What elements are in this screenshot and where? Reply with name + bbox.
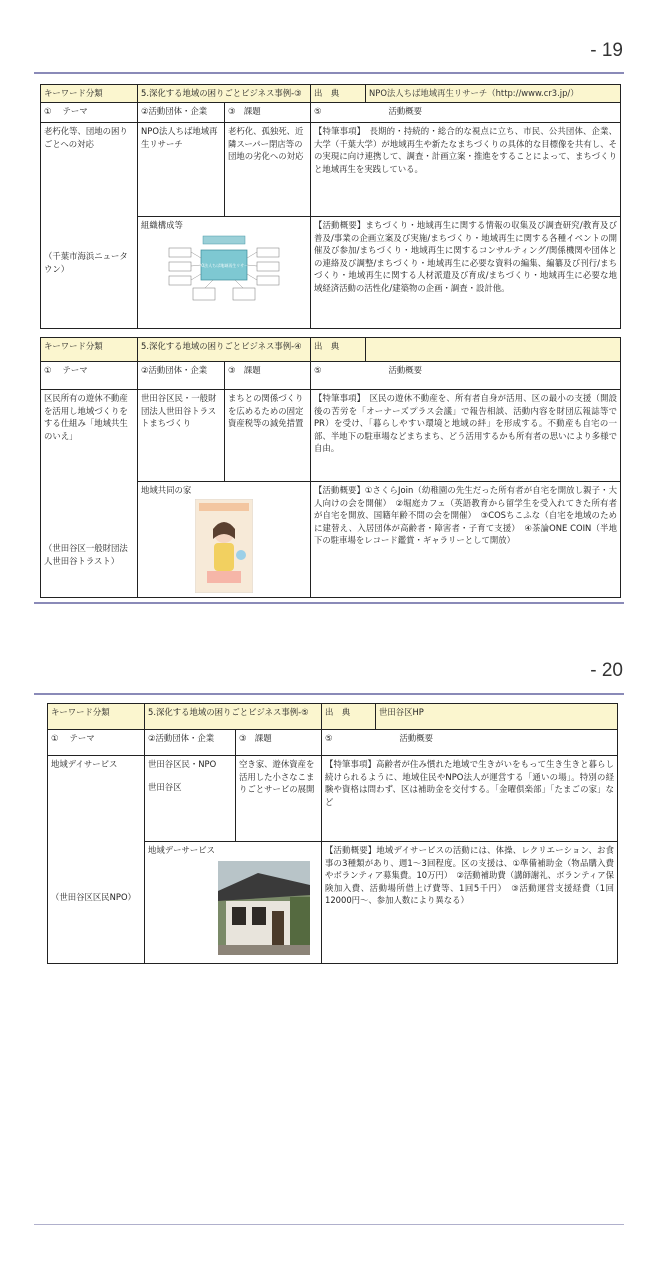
overview-cell: 【活動概要】まちづくり・地域再生に関する情報の収集及び調査研究/教育及び普及/事業の企画立案及び実施/まちづくり・地域再生に関する各種イベントの開催及び参加/まちづくり・地域再生に関するコンサルティング/関係機関や団体との連絡及び調整/まちづくり・地域再生に必要な資料の編集、編纂及び刊行/まちづくり・地域再生に関する人材派遣及び育成/まちづくり・地域再生に必要な地域経済活動の活性化/建築物の企画・調査・設計他。 [311, 217, 621, 329]
leaflet-illustration [195, 499, 253, 593]
diagram-center-label: NPO法人ちば地域再生リサーチ [195, 262, 253, 268]
page-number: - 20 [590, 660, 623, 681]
col-org: ②活動団体・企業 [145, 730, 236, 756]
sub-image-cell [138, 482, 311, 598]
location-note: （千葉市海浜ニュータウン） [44, 251, 128, 274]
sub-label: 地域共同の家 [141, 485, 192, 495]
col-org: ②活動団体・企業 [138, 103, 225, 123]
table-row [41, 390, 621, 482]
header-row [41, 338, 621, 362]
theme-cell [41, 123, 138, 329]
overview-cell: 【活動概要】①さくらJoin（幼稚園の先生だった所有者が自宅を開放し親子・大人向けの会を開催） ②堀庭カフェ（英語教育から留学生を受入れてきた所有者が自宅を開放、国籍年齢不問の会を開催） ③COSちこふな（自宅を地域のために建替え、入居団体が高齢者・障害者・子育て支援） ④茶論ONE COIN（半地下の駐車場をレコード鑑賞・ギャラリーとして開放） [311, 482, 621, 598]
col-theme: ① テーマ [41, 362, 138, 390]
source-value: 世田谷区HP [376, 704, 618, 730]
house-photo [218, 861, 310, 955]
issue-cell: 空き家、遊休資産を活用した小さなこまりごとサービの展開 [236, 756, 322, 842]
keyword-label: キーワード分類 [41, 85, 138, 103]
org-line-1: 世田谷区民・NPO [148, 759, 217, 769]
col-theme: ① テーマ [41, 103, 138, 123]
page-19 [0, 0, 659, 620]
col-overview: ⑤ 活動概要 [311, 103, 621, 123]
header-row [41, 85, 621, 103]
sub-image-cell [145, 842, 322, 964]
source-value [366, 338, 621, 362]
theme-text: 区民所有の遊休不動産を活用し地域づくりをする仕組み「地域共生のいえ」 [44, 393, 128, 441]
col-overview: ⑤ 活動概要 [322, 730, 618, 756]
issue-cell: まちとの関係づくりを広めるための固定資産税等の減免措置 [225, 390, 311, 482]
category-value: 5.深化する地域の困りごとビジネス事例-⑤ [145, 704, 322, 730]
keyword-label: キーワード分類 [48, 704, 145, 730]
category-value: 5.深化する地域の困りごとビジネス事例-④ [138, 338, 311, 362]
source-label: 出 典 [311, 338, 366, 362]
org-line-2: 世田谷区 [148, 781, 182, 792]
theme-cell [41, 390, 138, 598]
features-cell: 【特筆事項】高齢者が住み慣れた地域で生きがいをもって生き生きと暮らし続けられるように、地域住民やNPO法人が運営する「通いの場」。特別の経験や資格は問わず、区は補助金を交付する。「金曜倶楽部」「たまごの家」など [322, 756, 618, 842]
table-row [48, 756, 618, 842]
features-cell: 【特筆事項】 長期的・持続的・総合的な視点に立ち、市民、公共団体、企業、大学（千葉大学）が地域再生や新たなまちづくりの具体的な目標像を共有し、その実現に向け連携して、調査・計画立案・推進をすることによって、まちづくりと地域再生を実践している。 [311, 123, 621, 217]
theme-text: 地域デイサービス [51, 759, 118, 769]
source-label: 出 典 [311, 85, 366, 103]
table-row [41, 123, 621, 217]
org-cell: NPO法人ちば地域再生リサーチ [138, 123, 225, 217]
case-table-3 [40, 84, 621, 329]
location-note: （世田谷区一般財団法人世田谷トラスト） [44, 543, 128, 567]
org-cell: 世田谷区民・一般財団法人世田谷トラストまちづくり [138, 390, 225, 482]
footer-rule [34, 1224, 624, 1225]
header-rule [34, 72, 624, 74]
overview-cell: 【活動概要】地域デイサービスの活動には、体操、レクリエーション、お食事の3種類があり、週1～3回程度。区の支援は、①準備補助金（物品購入費やボランティア募集費。10万円） ②活動補助費（講師謝礼、ボランティア保険加入費、活動場所借上げ費等、1回5千円） ③活動運営支援経費（1回12000円～、参加人数により異なる） [322, 842, 618, 964]
source-link[interactable]: NPO法人ちば地域再生リサーチ（http://www.cr3.jp/） [366, 85, 621, 103]
page-number: - 19 [590, 40, 623, 61]
sub-label: 地域デーサービス [148, 845, 215, 855]
sub-image-cell [138, 217, 311, 329]
source-label: 出 典 [322, 704, 376, 730]
issue-cell: 老朽化、孤独死、近隣スーパー閉店等の団地の劣化への対応 [225, 123, 311, 217]
col-issue: ③ 課題 [225, 362, 311, 390]
org-cell [145, 756, 236, 842]
theme-text: 老朽化等、団地の困りごとへの対応 [44, 126, 128, 149]
page-20 [0, 640, 659, 1280]
location-note: （世田谷区区民NPO） [51, 891, 136, 902]
col-overview: ⑤ 活動概要 [311, 362, 621, 390]
sub-label: 組織構成等 [141, 220, 183, 230]
col-issue: ③ 課題 [236, 730, 322, 756]
footer-rule [34, 602, 624, 604]
col-theme: ① テーマ [48, 730, 145, 756]
features-cell: 【特筆事項】 区民の遊休不動産を、所有者自身が活用、区の最小の支援（開設後の苦労を「オーナーズプラス会議」で報告相談、活動内容を財団広報誌等でPR）を受け、「暮らしやすい環境と地域の絆」を形成する。不動産も自宅の一部、半地下の駐車場などまちまち、どう活用するかも所有者の思いにより多様で自由。 [311, 390, 621, 482]
org-structure-diagram [165, 234, 283, 306]
case-table-4 [40, 337, 621, 598]
category-value: 5.深化する地域の困りごとビジネス事例-③ [138, 85, 311, 103]
header-rule [34, 693, 624, 695]
col-issue: ③ 課題 [225, 103, 311, 123]
column-headers [41, 103, 621, 123]
theme-cell [48, 756, 145, 964]
column-headers [41, 362, 621, 390]
column-headers [48, 730, 618, 756]
header-row [48, 704, 618, 730]
col-org: ②活動団体・企業 [138, 362, 225, 390]
case-table-5 [47, 703, 618, 964]
keyword-label: キーワード分類 [41, 338, 138, 362]
